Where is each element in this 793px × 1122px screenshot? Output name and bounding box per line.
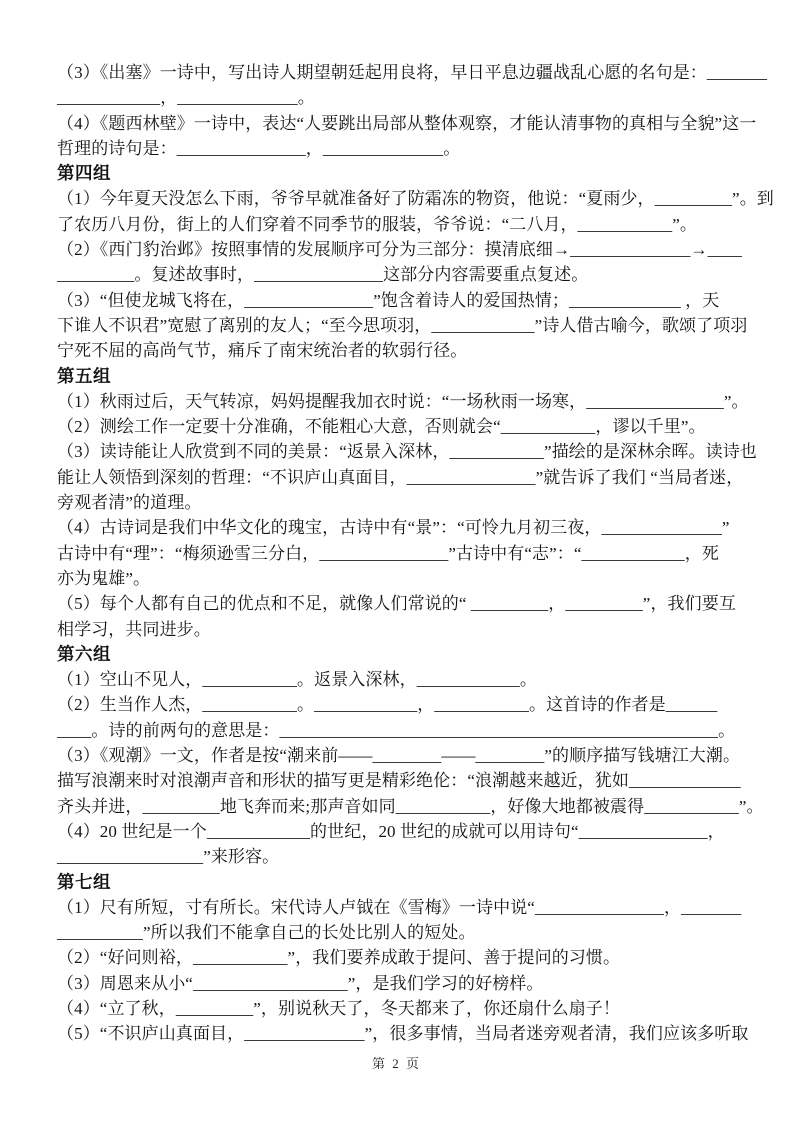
- section-header: 第六组: [57, 643, 111, 664]
- section-header: 第七组: [57, 871, 111, 892]
- text-line: （2）“好问则裕，___________”，我们要养成敢于提问、善于提问的习惯。: [57, 948, 621, 968]
- text-line: 相学习，共同进步。: [57, 619, 211, 639]
- text-line: __________”所以我们不能拿自己的长处比别人的短处。: [57, 923, 476, 943]
- section-header: 第四组: [57, 163, 111, 184]
- text-line: 哲理的诗句是：_______________，______________。: [57, 138, 461, 158]
- text-line: （1）秋雨过后，天气转凉，妈妈提醒我加衣时说：“一场秋雨一场寒，________________”。: [57, 391, 749, 411]
- text-line: （3）《出塞》一诗中，写出诗人期望朝廷起用良将，早日平息边疆战乱心愿的名句是：_______: [57, 63, 768, 82]
- text-line: （3）“但使龙城飞将在，_______________”饱含着诗人的爱国热情；_____________ ，天: [57, 290, 720, 310]
- text-line: 亦为鬼雄”。: [57, 568, 151, 588]
- text-line: （3）读诗能让人欣赏到不同的美景：“返景入深林，___________”描绘的是深林余晖。读诗也: [57, 442, 757, 462]
- text-line: 齐头并进，_________地飞奔而来;那声音如同___________，好像大地都被震得___________”。: [57, 796, 764, 816]
- text-line: 能让人领悟到深刻的哲理：“不识庐山真面目，_______________”就告诉了我们 “当局者迷，: [57, 467, 744, 487]
- text-line: （2）测绘工作一定要十分准确，不能粗心大意，否则就会“___________，谬以千里”。: [57, 417, 706, 437]
- text-line: 古诗中有“理”：“梅须逊雪三分白，_______________”古诗中有“志”：“____________，死: [57, 543, 719, 563]
- text-line: 下谁人不识君”宽慰了离别的友人；“至今思项羽，____________”诗人借古喻今，歌颂了项羽: [57, 315, 748, 335]
- text-line: （3）《观潮》一文，作者是按“潮来前——________——________”的顺序描写钱塘江大潮。: [57, 746, 741, 766]
- text-line: _________________”来形容。: [57, 847, 280, 867]
- text-line: 了农历八月份，街上的人们穿着不同季节的服装，爷爷说：“二八月，___________”。: [57, 214, 697, 234]
- text-line: （5）“不识庐山真面目，______________”，很多事情，当局者迷旁观者清，我们应该多听取: [57, 1024, 749, 1044]
- text-line: （3）周恩来从小“__________________”，是我们学习的好榜样。: [57, 973, 544, 993]
- text-line: 旁观者清”的道理。: [57, 493, 202, 513]
- text-line: （4）《题西林壁》一诗中，表达“人要跳出局部从整体观察，才能认清事物的真相与全貌”这一: [57, 113, 757, 133]
- text-line: （1）今年夏天没怎么下雨，爷爷早就准备好了防霜冻的物资，他说：“夏雨少，_________”。到: [57, 189, 774, 209]
- text-line: 描写浪潮来时对浪潮声音和形状的描写更是精彩绝伦：“浪潮越来越近，犹如_____________: [57, 771, 741, 791]
- text-line: （2）《西门豹治邺》按照事情的发展顺序可分为三部分：摸清底细→______________→____: [57, 240, 742, 260]
- document-body: [57, 60, 774, 1047]
- text-line: （1）空山不见人，___________。返景入深林，____________。: [57, 670, 537, 690]
- text-line: （5）每个人都有自己的优点和不足，就像人们常说的“ _________，_________”，我们要互: [57, 594, 736, 614]
- text-line: ____。诗的前两句的意思是：___________________________________________________。: [57, 720, 736, 740]
- text-line: 宁死不屈的高尚气节，痛斥了南宋统治者的软弱行径。: [57, 341, 468, 361]
- text-line: （4）古诗词是我们中华文化的瑰宝，古诗中有“景”：“可怜九月初三夜，______________”: [57, 518, 730, 538]
- text-line: （1）尺有所短，寸有所长。宋代诗人卢钺在《雪梅》一诗中说“_______________，_______: [57, 897, 742, 917]
- text-line: （4）“立了秋，_________”，别说秋天了，冬天都来了，你还扇什么扇子！: [57, 998, 620, 1018]
- section-header: 第五组: [57, 365, 111, 386]
- text-line: _________。复述故事时，_______________这部分内容需要重点复述。: [57, 265, 589, 285]
- text-line: （2）生当作人杰，___________。____________，___________。这首诗的作者是______: [57, 695, 718, 715]
- page-number: 第 2 页: [371, 1056, 421, 1071]
- text-line: （4）20 世纪是一个____________的世纪，20 世纪的成就可以用诗句“_______________，: [57, 821, 725, 841]
- text-line: ____________，______________。: [57, 88, 315, 108]
